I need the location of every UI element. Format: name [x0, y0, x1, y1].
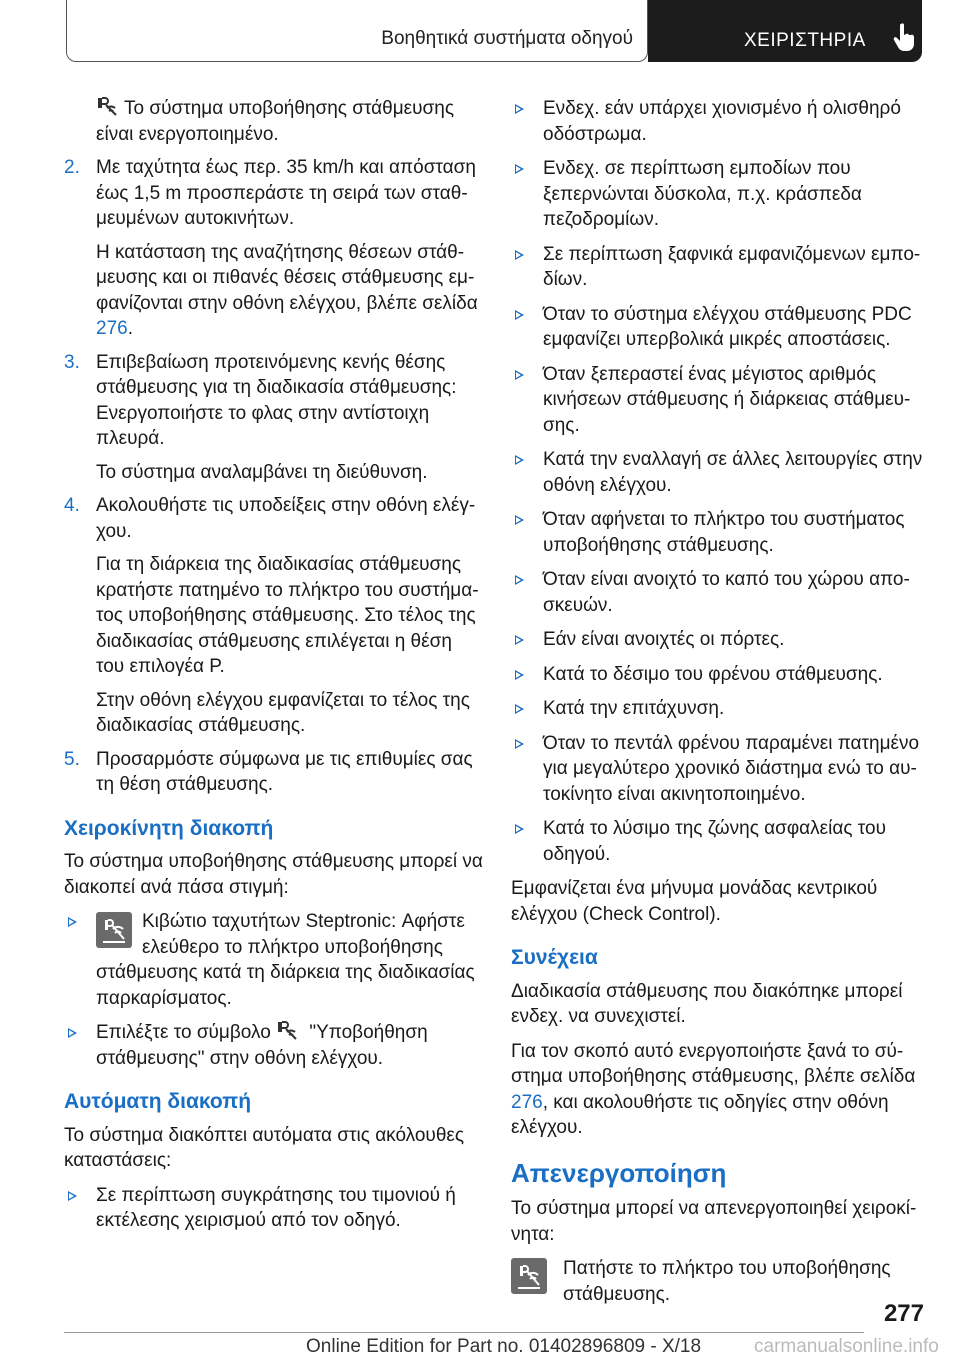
bullet-arrow-icon — [515, 370, 524, 380]
parking-button-icon — [96, 912, 132, 948]
bullet-text: Κατά το λύσιμο της ζώνης ασφαλείας του οδηγού. — [543, 818, 886, 865]
list-item — [511, 156, 923, 233]
page-link-276[interactable]: 276 — [96, 318, 128, 339]
bullet-text: Κιβώτιο ταχυτήτων Steptronic: Αφήστε ελεύθερο το πλήκτρο υποβοήθησης στάθμευσης κατά τη διάρκεια της διαδικασίας παρκαρίσματος. — [96, 911, 475, 1009]
list-item — [511, 96, 923, 147]
intro-paragraph — [64, 96, 484, 147]
header-chapter-box — [648, 0, 922, 62]
step-text: Προσαρμόστε σύμφωνα με τις επιθυμίες σας τη θέση στάθμευσης. — [96, 748, 473, 795]
deactivation-instruction — [511, 1256, 923, 1307]
bullet-arrow-icon — [515, 310, 524, 320]
step-text: Ακολουθήστε τις υποδείξεις στην οθόνη ελέγχου. — [96, 495, 476, 542]
bullet-arrow-icon — [515, 704, 524, 714]
list-item — [511, 567, 923, 618]
manual-paragraph: Το σύστημα υποβοήθησης στάθμευσης μπορεί να διακοπεί ανά πάσα στιγμή: — [64, 851, 483, 898]
page-link-276[interactable]: 276 — [511, 1091, 543, 1113]
heading-manual-stop: Χειροκίνητη διακοπή — [64, 816, 274, 840]
bullet-arrow-icon — [68, 1191, 77, 1201]
step-text: Με ταχύτητα έως περ. 35 km/h και απόσταση έως 1,5 m προσπεράστε τη σειρά των σταθμευμένων αυτοκινήτων. — [96, 157, 476, 229]
bullet-arrow-icon — [515, 670, 524, 680]
note-text: Η κατάσταση της αναζήτησης θέσεων στάθμευσης και οι πιθανές θέσεις στάθμευσης εμφανίζονται στην οθόνη ελέγχου, βλέπε σελίδα — [96, 241, 478, 314]
step-2-note — [64, 240, 484, 342]
paragraph-text: Για τον σκοπό αυτό ενεργοποιήστε ξανά το σύστημα υποβοήθησης στάθμευσης, βλέπε σελίδα — [511, 1040, 916, 1087]
bullet-text: Όταν ξεπεραστεί ένας μέγιστος αριθμός κινήσεων στάθμευσης ή διάρκειας στάθμευσης. — [543, 363, 911, 436]
note-text-end: . — [127, 318, 133, 339]
step-4-note-1: Για τη διάρκεια της διαδικασίας στάθμευσης κρατήστε πατημένο το πλήκτρο του συστήματος υποβοήθησης στάθμευσης. Στο τέλος της διαδικασίας στάθμευσης επιλέγεται η θέση του επιλογέα P. — [96, 554, 479, 677]
bullet-arrow-icon — [515, 515, 524, 525]
bullet-arrow-icon — [68, 1028, 77, 1038]
parking-assistant-icon — [276, 1021, 298, 1041]
left-column — [64, 96, 484, 1243]
bullet-arrow-icon — [515, 635, 524, 645]
auto-stop-bullet-list — [511, 96, 923, 867]
bullet-text: Όταν το σύστημα ελέγχου στάθμευσης PDC εμφανίζει υπερβολικά μικρές αποστάσεις. — [543, 303, 912, 350]
deactivation-paragraph: Το σύστημα μπορεί να απενεργοποιηθεί χειροκίνητα: — [511, 1198, 917, 1245]
bullet-text: Κατά την επιτάχυνση. — [543, 698, 725, 719]
heading-auto-stop: Αυτόματη διακοπή — [64, 1090, 252, 1113]
bullet-text: Σε περίπτωση ξαφνικά εμφανιζόμενων εμποδίων. — [543, 243, 921, 290]
bullet-text-end: "Υποβοήθηση στάθμευσης" στην οθόνη ελέγχου. — [96, 1022, 428, 1069]
footer-divider — [64, 1332, 864, 1333]
bullet-text: Όταν αφήνεται το πλήκτρο του συστήματος υποβοήθησης στάθμευσης. — [543, 509, 905, 556]
list-item — [511, 731, 923, 808]
bullet-arrow-icon — [515, 104, 524, 114]
bullet-arrow-icon — [515, 824, 524, 834]
section-title: Βοηθητικά συστήματα οδηγού — [381, 28, 633, 49]
step-number: 3. — [64, 351, 80, 373]
footer-edition: Online Edition for Part no. 01402896809 - X/18 — [306, 1336, 702, 1357]
page-header — [66, 0, 922, 64]
paragraph-text-end: , και ακολουθήστε τις οδηγίες στην οθόνη ελέγχου. — [511, 1091, 889, 1138]
bullet-arrow-icon — [515, 164, 524, 174]
step-4 — [64, 493, 484, 544]
list-item — [511, 627, 923, 653]
right-column — [511, 96, 923, 1317]
step-text: Επιβεβαίωση προτεινόμενης κενής θέσης στάθμευσης για τη διαδικασία στάθμευσης: Ενεργοποιήστε το φλας στην αντίστοιχη πλευρά. — [96, 351, 457, 449]
auto-paragraph: Το σύστημα διακόπτει αυτόματα στις ακόλουθες καταστάσεις: — [64, 1124, 465, 1171]
manual-bullet-1 — [64, 909, 484, 1011]
chapter-title: ΧΕΙΡΙΣΤΗΡΙΑ — [744, 30, 866, 51]
bullet-arrow-icon — [515, 575, 524, 585]
bullet-text: Κατά την εναλλαγή σε άλλες λειτουργίες στην οθόνη ελέγχου. — [543, 449, 923, 496]
step-4-note-2: Στην οθόνη ελέγχου εμφανίζεται το τέλος της διαδικασίας στάθμευσης. — [96, 689, 470, 736]
step-number: 4. — [64, 495, 80, 516]
watermark: carmanualsonline.info — [754, 1336, 939, 1357]
step-3-note: Το σύστημα αναλαμβάνει τη διεύθυνση. — [96, 461, 428, 483]
header-section-box — [66, 0, 648, 62]
list-item — [511, 447, 923, 498]
bullet-arrow-icon — [515, 250, 524, 260]
list-item — [511, 662, 923, 688]
page-number: 277 — [883, 1300, 924, 1327]
heading-continue: Συνέχεια — [511, 946, 598, 969]
list-item — [511, 242, 923, 293]
step-5 — [64, 747, 484, 798]
bullet-text: Όταν είναι ανοιχτό το καπό του χώρου αποσκευών. — [543, 569, 910, 616]
bullet-arrow-icon — [515, 455, 524, 465]
heading-deactivation: Απενεργοποίηση — [511, 1157, 727, 1188]
intro-text: Το σύστημα υποβοήθησης στάθμευσης είναι ενεργοποιημένο. — [96, 98, 454, 145]
step-2 — [64, 155, 484, 232]
manual-bullet-2 — [64, 1020, 484, 1071]
bullet-text: Όταν το πεντάλ φρένου παραμένει πατημένο για μεγαλύτερο χρονικό διάστημα ενώ το αυτοκίνητο είναι ακινητοποιημένο. — [543, 732, 920, 805]
step-number: 2. — [64, 157, 80, 178]
list-item — [511, 696, 923, 722]
step-3 — [64, 350, 484, 452]
continue-paragraph-2 — [511, 1039, 923, 1141]
bullet-text: Εάν είναι ανοιχτές οι πόρτες. — [543, 629, 785, 650]
continue-paragraph-1: Διαδικασία στάθμευσης που διακόπηκε μπορεί ενδεχ. να συνεχιστεί. — [511, 980, 903, 1027]
hand-pointer-icon — [892, 22, 918, 52]
parking-button-icon — [511, 1258, 547, 1294]
bullet-text: Επιλέξτε το σύμβολο — [96, 1022, 277, 1043]
bullet-text: Κατά το δέσιμο του φρένου στάθμευσης. — [543, 663, 883, 685]
bullet-arrow-icon — [68, 917, 77, 927]
bullet-arrow-icon — [515, 739, 524, 749]
bullet-text: Ενδεχ. σε περίπτωση εμποδίων που ξεπερνώνται δύσκολα, π.χ. κράσπεδα πεζοδρομίων. — [543, 158, 862, 230]
list-item — [511, 816, 923, 867]
instruction-text: Πατήστε το πλήκτρο του υποβοήθησης στάθμευσης. — [563, 1258, 891, 1305]
bullet-text: Σε περίπτωση συγκράτησης του τιμονιού ή εκτέλεσης χειρισμού από τον οδηγό. — [96, 1184, 456, 1231]
parking-assistant-icon — [96, 97, 118, 117]
list-item — [511, 302, 923, 353]
check-control-paragraph: Εμφανίζεται ένα μήνυμα μονάδας κεντρικού ελέγχου (Check Control). — [511, 878, 878, 925]
list-item — [511, 362, 923, 439]
auto-bullet-1 — [64, 1183, 484, 1234]
bullet-text: Ενδεχ. εάν υπάρχει χιονισμένο ή ολισθηρό οδόστρωμα. — [543, 98, 901, 145]
list-item — [511, 507, 923, 558]
step-number: 5. — [64, 748, 80, 770]
